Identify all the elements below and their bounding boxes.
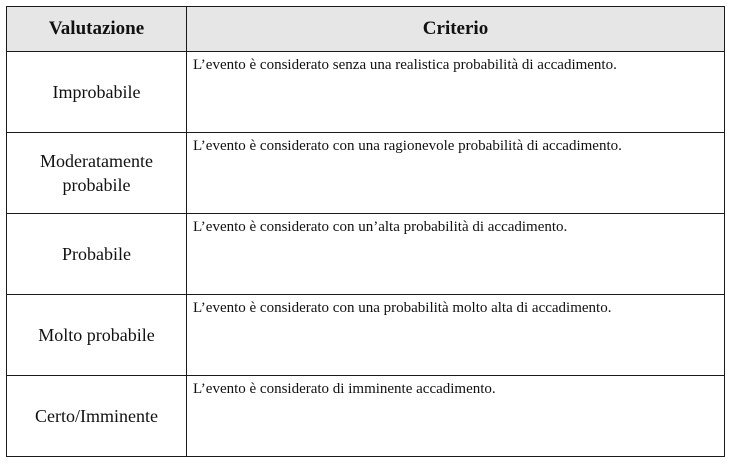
probability-table xyxy=(6,6,725,457)
table-body xyxy=(7,52,725,457)
probability-table-container xyxy=(6,6,725,457)
table-row xyxy=(7,295,725,376)
rating-cell: Moderatamente probabile xyxy=(7,133,187,214)
rating-cell: Certo/Imminente xyxy=(7,376,187,457)
table-row xyxy=(7,214,725,295)
rating-cell: Improbabile xyxy=(7,52,187,133)
table-row xyxy=(7,376,725,457)
table-header xyxy=(7,7,725,52)
rating-cell: Probabile xyxy=(7,214,187,295)
criterion-cell: L’evento è considerato di imminente accadimento. xyxy=(187,376,725,457)
criterion-cell: L’evento è considerato con un’alta probabilità di accadimento. xyxy=(187,214,725,295)
header-criterion: Criterio xyxy=(187,7,725,52)
criterion-cell: L’evento è considerato senza una realistica probabilità di accadimento. xyxy=(187,52,725,133)
header-rating: Valutazione xyxy=(7,7,187,52)
header-row xyxy=(7,7,725,52)
criterion-cell: L’evento è considerato con una probabilità molto alta di accadimento. xyxy=(187,295,725,376)
table-row xyxy=(7,52,725,133)
criterion-cell: L’evento è considerato con una ragionevole probabilità di accadimento. xyxy=(187,133,725,214)
rating-cell: Molto probabile xyxy=(7,295,187,376)
table-row xyxy=(7,133,725,214)
